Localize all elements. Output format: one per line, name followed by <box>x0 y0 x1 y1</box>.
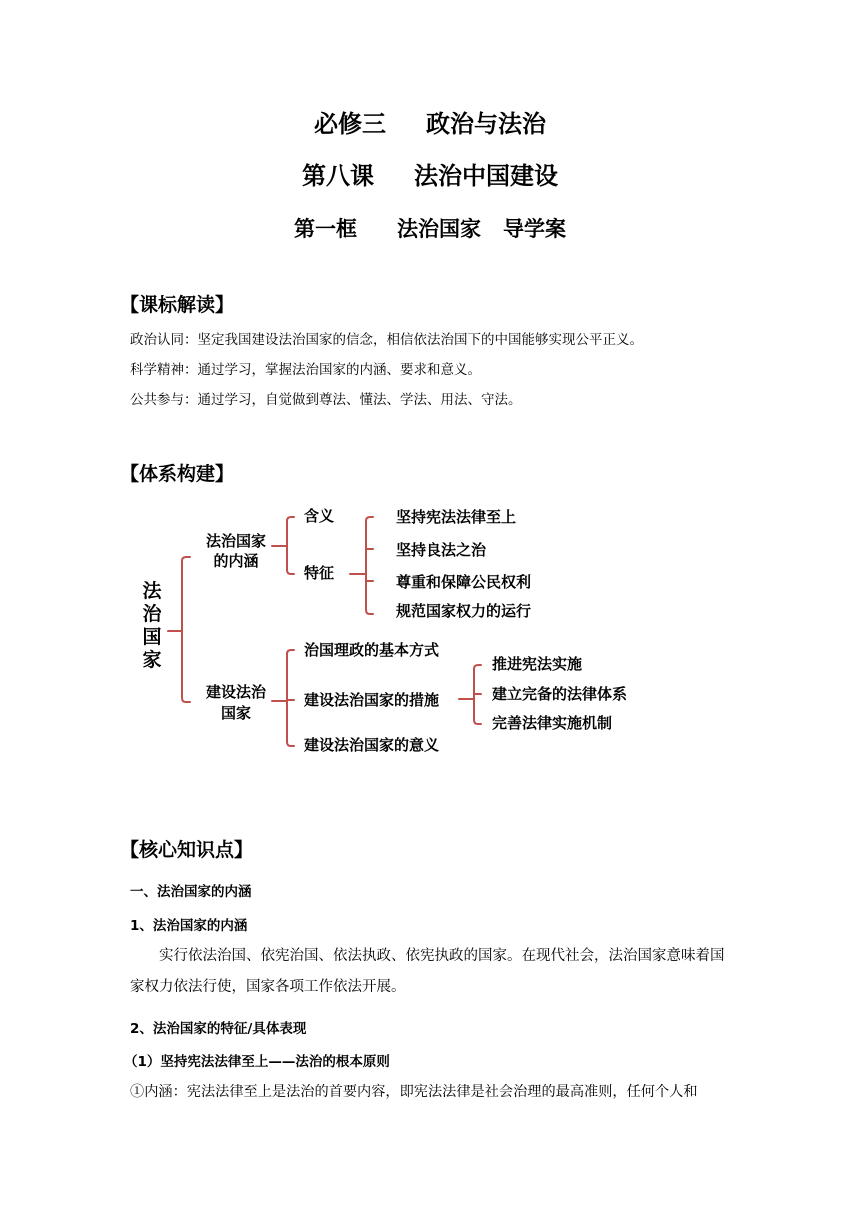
root-char-3: 国 <box>142 626 162 648</box>
node-basic-way: 治国理政的基本方式 <box>304 641 440 659</box>
feature-1: 坚持宪法法律至上 <box>396 508 517 526</box>
root-char-2: 治 <box>142 603 162 625</box>
title-line-1 <box>0 104 860 139</box>
title-line-2 <box>0 156 860 191</box>
doc-type: 导学案 <box>503 217 566 241</box>
branch1-line2: 的内涵 <box>213 552 259 570</box>
lesson-title: 法治中国建设 <box>414 162 558 190</box>
node-significance: 建设法治国家的意义 <box>304 736 440 754</box>
features-bracket <box>366 517 373 614</box>
section-title: 法治国家 <box>397 217 481 241</box>
title-line-3 <box>0 213 860 243</box>
curriculum-item-2: 科学精神：通过学习，掌握法治国家的内涵、要求和意义。 <box>130 362 481 378</box>
feature-4: 规范国家权力的运行 <box>396 602 532 620</box>
curriculum-item-3: 公共参与：通过学习，自觉做到尊法、懂法、学法、用法、守法。 <box>130 392 522 408</box>
measure-1: 推进宪法实施 <box>492 655 583 673</box>
node-meaning: 含义 <box>304 507 335 525</box>
lesson-number: 第八课 <box>302 162 374 190</box>
measure-2: 建立完备的法律体系 <box>492 685 628 703</box>
feature-2: 坚持良法之治 <box>396 541 487 559</box>
curriculum-item-1: 政治认同：坚定我国建设法治国家的信念，相信依法治国下的中国能够实现公平正义。 <box>130 332 643 348</box>
node-features: 特征 <box>304 564 335 582</box>
measure-3: 完善法律实施机制 <box>492 714 613 732</box>
root-bracket <box>182 557 190 702</box>
feature-3: 尊重和保障公民权利 <box>396 573 532 591</box>
branch1-line1: 法治国家 <box>205 532 267 550</box>
root-char-4: 家 <box>142 649 162 671</box>
core-heading-3: 2、法治国家的特征/具体表现 <box>130 1021 307 1037</box>
root-char-1: 法 <box>142 580 162 602</box>
branch2-bracket <box>287 650 294 746</box>
core-heading-1: 一、法治国家的内涵 <box>130 884 252 900</box>
core-heading-2: 1、法治国家的内涵 <box>130 918 248 934</box>
branch1-bracket <box>287 517 294 574</box>
mind-map-diagram <box>0 490 860 770</box>
curriculum-heading: 【课标解读】 <box>120 294 235 316</box>
book-name: 必修三 <box>314 110 386 138</box>
system-heading: 【体系构建】 <box>120 463 235 485</box>
core-heading-4: （1）坚持宪法法律至上——法治的根本原则 <box>124 1054 390 1070</box>
branch2-line1: 建设法治 <box>205 683 267 701</box>
branch2-line2: 国家 <box>220 704 252 722</box>
book-subtitle: 政治与法治 <box>426 110 546 138</box>
core-heading: 【核心知识点】 <box>120 839 254 861</box>
node-measures: 建设法治国家的措施 <box>304 691 440 709</box>
core-paragraph-1: 实行依法治国、依宪治国、依法执政、依宪执政的国家。在现代社会，法治国家意味着国家权力依法行使，国家各项工作依法开展。 <box>130 948 725 995</box>
section-number: 第一框 <box>294 217 357 241</box>
core-paragraph-2: ①内涵：宪法法律至上是法治的首要内容，即宪法法律是社会治理的最高准则，任何个人和 <box>130 1084 698 1100</box>
